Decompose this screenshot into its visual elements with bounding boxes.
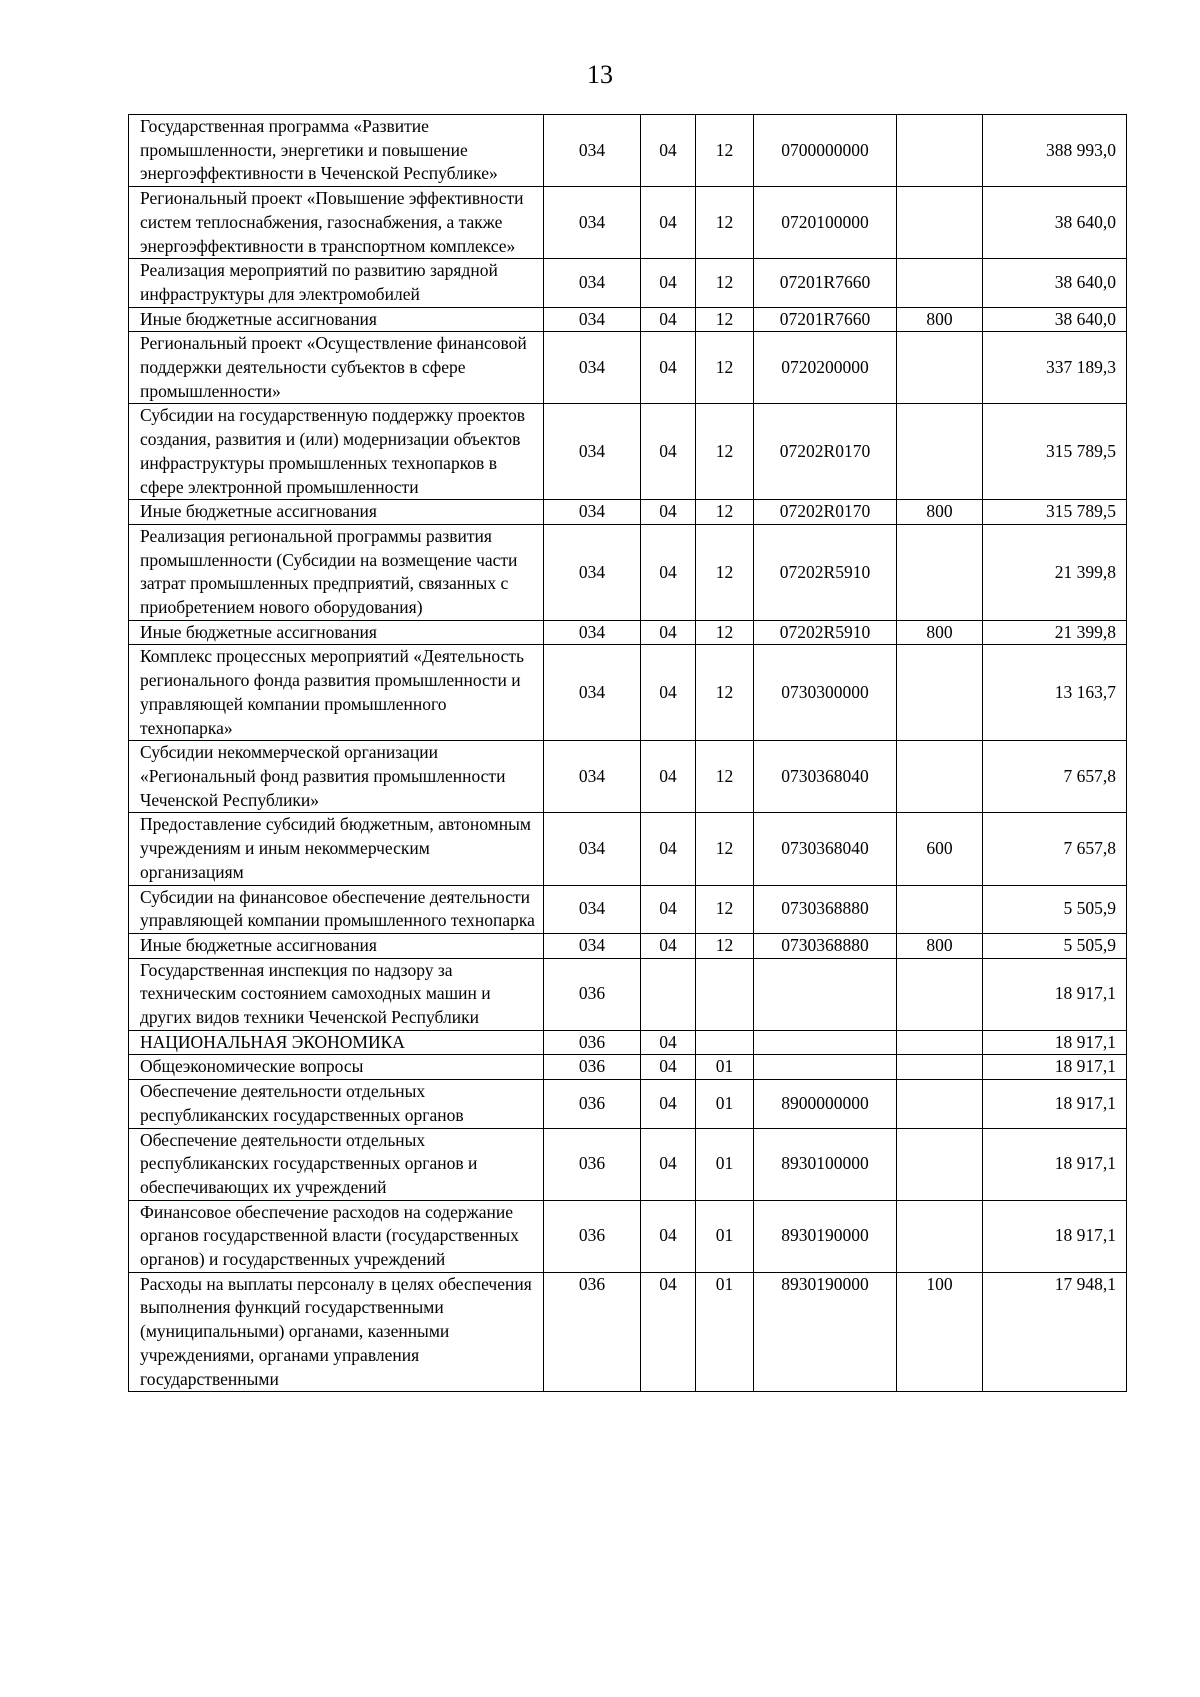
row-expense-type-cell — [897, 958, 983, 1030]
row-name-cell: Расходы на выплаты персоналу в целях обеспечения выполнения функций государственными (муниципальными) органами, казенными учреждениями, органами управления государственными — [129, 1272, 544, 1392]
row-target-article-cell: 07202R0170 — [754, 404, 897, 500]
table-row — [129, 645, 1127, 741]
row-target-article-cell: 0720100000 — [754, 187, 897, 259]
row-section-cell: 04 — [641, 933, 696, 958]
row-ministry-code-cell: 034 — [544, 645, 641, 741]
row-amount-cell: 18 917,1 — [983, 1080, 1127, 1128]
table-row — [129, 933, 1127, 958]
row-name-cell: Государственная программа «Развитие промышленности, энергетики и повышение энергоэффективности в Чеченской Республике» — [129, 115, 544, 187]
row-ministry-code-cell: 034 — [544, 404, 641, 500]
row-subsection-cell: 12 — [696, 259, 754, 307]
row-section-cell: 04 — [641, 524, 696, 620]
row-expense-type-cell — [897, 1055, 983, 1080]
row-section-cell — [641, 958, 696, 1030]
row-amount-cell: 315 789,5 — [983, 404, 1127, 500]
table-row — [129, 620, 1127, 645]
row-target-article-cell: 0720200000 — [754, 332, 897, 404]
row-name-cell: Финансовое обеспечение расходов на содержание органов государственной власти (государственных органов) и государственных учреждений — [129, 1200, 544, 1272]
row-ministry-code-cell: 034 — [544, 259, 641, 307]
row-expense-type-cell — [897, 524, 983, 620]
row-expense-type-cell — [897, 1080, 983, 1128]
row-subsection-cell — [696, 1030, 754, 1055]
row-section-cell: 04 — [641, 1030, 696, 1055]
row-amount-cell: 7 657,8 — [983, 813, 1127, 885]
row-amount-cell: 18 917,1 — [983, 958, 1127, 1030]
row-expense-type-cell: 600 — [897, 813, 983, 885]
row-name-cell: Субсидии на финансовое обеспечение деятельности управляющей компании промышленного технопарка — [129, 885, 544, 933]
row-ministry-code-cell: 036 — [544, 1272, 641, 1392]
row-subsection-cell: 01 — [696, 1055, 754, 1080]
row-amount-cell: 18 917,1 — [983, 1200, 1127, 1272]
table-row — [129, 524, 1127, 620]
row-amount-cell: 18 917,1 — [983, 1030, 1127, 1055]
row-amount-cell: 13 163,7 — [983, 645, 1127, 741]
row-target-article-cell: 0730368880 — [754, 885, 897, 933]
row-target-article-cell: 8930190000 — [754, 1200, 897, 1272]
table-row — [129, 115, 1127, 187]
row-expense-type-cell: 800 — [897, 307, 983, 332]
row-name-cell: Государственная инспекция по надзору за техническим состоянием самоходных машин и других видов техники Чеченской Республики — [129, 958, 544, 1030]
row-subsection-cell: 12 — [696, 115, 754, 187]
row-amount-cell: 21 399,8 — [983, 524, 1127, 620]
row-ministry-code-cell: 034 — [544, 187, 641, 259]
row-section-cell: 04 — [641, 307, 696, 332]
row-expense-type-cell — [897, 741, 983, 813]
row-ministry-code-cell: 036 — [544, 1128, 641, 1200]
row-subsection-cell: 12 — [696, 404, 754, 500]
row-amount-cell: 5 505,9 — [983, 885, 1127, 933]
row-name-cell: Иные бюджетные ассигнования — [129, 933, 544, 958]
row-subsection-cell: 01 — [696, 1080, 754, 1128]
row-subsection-cell: 12 — [696, 332, 754, 404]
table-row — [129, 741, 1127, 813]
row-section-cell: 04 — [641, 645, 696, 741]
row-target-article-cell: 07202R5910 — [754, 524, 897, 620]
row-subsection-cell: 01 — [696, 1128, 754, 1200]
row-expense-type-cell: 800 — [897, 500, 983, 525]
row-ministry-code-cell: 034 — [544, 115, 641, 187]
row-subsection-cell: 01 — [696, 1200, 754, 1272]
row-target-article-cell: 0730368040 — [754, 813, 897, 885]
row-name-cell: Региональный проект «Повышение эффективности систем теплоснабжения, газоснабжения, а также энергоэффективности в транспортном комплексе» — [129, 187, 544, 259]
row-target-article-cell: 0730368880 — [754, 933, 897, 958]
row-name-cell: Иные бюджетные ассигнования — [129, 500, 544, 525]
row-expense-type-cell — [897, 332, 983, 404]
row-target-article-cell: 07201R7660 — [754, 307, 897, 332]
row-ministry-code-cell: 034 — [544, 307, 641, 332]
row-section-cell: 04 — [641, 620, 696, 645]
table-row — [129, 1030, 1127, 1055]
row-target-article-cell — [754, 1055, 897, 1080]
row-subsection-cell: 12 — [696, 933, 754, 958]
row-subsection-cell — [696, 958, 754, 1030]
row-name-cell: Реализация региональной программы развития промышленности (Субсидии на возмещение части затрат промышленных предприятий, связанных с приобретением нового оборудования) — [129, 524, 544, 620]
row-expense-type-cell — [897, 115, 983, 187]
row-target-article-cell: 07202R5910 — [754, 620, 897, 645]
row-subsection-cell: 12 — [696, 741, 754, 813]
row-target-article-cell — [754, 958, 897, 1030]
page-number: 13 — [587, 60, 613, 89]
row-ministry-code-cell: 034 — [544, 933, 641, 958]
row-ministry-code-cell: 034 — [544, 741, 641, 813]
row-amount-cell: 18 917,1 — [983, 1128, 1127, 1200]
row-name-cell: Иные бюджетные ассигнования — [129, 620, 544, 645]
row-expense-type-cell — [897, 1030, 983, 1055]
row-section-cell: 04 — [641, 115, 696, 187]
table-row — [129, 1200, 1127, 1272]
row-amount-cell: 38 640,0 — [983, 259, 1127, 307]
row-subsection-cell: 01 — [696, 1272, 754, 1392]
table-row — [129, 958, 1127, 1030]
row-amount-cell: 17 948,1 — [983, 1272, 1127, 1392]
row-amount-cell: 337 189,3 — [983, 332, 1127, 404]
row-ministry-code-cell: 034 — [544, 524, 641, 620]
row-name-cell: Иные бюджетные ассигнования — [129, 307, 544, 332]
row-expense-type-cell — [897, 187, 983, 259]
row-name-cell: НАЦИОНАЛЬНАЯ ЭКОНОМИКА — [129, 1030, 544, 1055]
row-expense-type-cell: 800 — [897, 933, 983, 958]
row-ministry-code-cell: 036 — [544, 1055, 641, 1080]
row-subsection-cell: 12 — [696, 307, 754, 332]
table-row — [129, 332, 1127, 404]
row-amount-cell: 21 399,8 — [983, 620, 1127, 645]
row-section-cell: 04 — [641, 885, 696, 933]
table-row — [129, 813, 1127, 885]
row-target-article-cell: 8900000000 — [754, 1080, 897, 1128]
row-ministry-code-cell: 034 — [544, 332, 641, 404]
row-ministry-code-cell: 036 — [544, 1200, 641, 1272]
row-target-article-cell: 07202R0170 — [754, 500, 897, 525]
row-name-cell: Региональный проект «Осуществление финансовой поддержки деятельности субъектов в сфере промышленности» — [129, 332, 544, 404]
row-amount-cell: 315 789,5 — [983, 500, 1127, 525]
row-subsection-cell: 12 — [696, 813, 754, 885]
row-amount-cell: 38 640,0 — [983, 307, 1127, 332]
row-name-cell: Обеспечение деятельности отдельных республиканских государственных органов и обеспечивающих их учреждений — [129, 1128, 544, 1200]
table-row — [129, 187, 1127, 259]
row-section-cell: 04 — [641, 500, 696, 525]
row-amount-cell: 38 640,0 — [983, 187, 1127, 259]
table-row — [129, 307, 1127, 332]
row-name-cell: Реализация мероприятий по развитию зарядной инфраструктуры для электромобилей — [129, 259, 544, 307]
row-target-article-cell — [754, 1030, 897, 1055]
row-name-cell: Общеэкономические вопросы — [129, 1055, 544, 1080]
table-row — [129, 885, 1127, 933]
row-target-article-cell: 0730300000 — [754, 645, 897, 741]
row-expense-type-cell — [897, 885, 983, 933]
row-target-article-cell: 8930100000 — [754, 1128, 897, 1200]
row-subsection-cell: 12 — [696, 187, 754, 259]
row-expense-type-cell — [897, 1128, 983, 1200]
row-ministry-code-cell: 034 — [544, 500, 641, 525]
row-target-article-cell: 0700000000 — [754, 115, 897, 187]
row-ministry-code-cell: 034 — [544, 620, 641, 645]
row-name-cell: Субсидии некоммерческой организации «Региональный фонд развития промышленности Чеченской Республики» — [129, 741, 544, 813]
table-row — [129, 1128, 1127, 1200]
row-expense-type-cell — [897, 1200, 983, 1272]
table-row — [129, 404, 1127, 500]
row-section-cell: 04 — [641, 1080, 696, 1128]
row-expense-type-cell — [897, 259, 983, 307]
row-name-cell: Предоставление субсидий бюджетным, автономным учреждениям и иным некоммерческим организациям — [129, 813, 544, 885]
row-section-cell: 04 — [641, 332, 696, 404]
row-amount-cell: 18 917,1 — [983, 1055, 1127, 1080]
row-section-cell: 04 — [641, 813, 696, 885]
row-name-cell: Комплекс процессных мероприятий «Деятельность регионального фонда развития промышленности и управляющей компании промышленного технопарка» — [129, 645, 544, 741]
row-subsection-cell: 12 — [696, 885, 754, 933]
row-ministry-code-cell: 036 — [544, 958, 641, 1030]
row-ministry-code-cell: 034 — [544, 885, 641, 933]
row-section-cell: 04 — [641, 404, 696, 500]
row-section-cell: 04 — [641, 1055, 696, 1080]
row-section-cell: 04 — [641, 259, 696, 307]
row-amount-cell: 5 505,9 — [983, 933, 1127, 958]
budget-table — [128, 114, 1127, 1392]
row-ministry-code-cell: 034 — [544, 813, 641, 885]
row-expense-type-cell — [897, 404, 983, 500]
row-expense-type-cell: 100 — [897, 1272, 983, 1392]
row-subsection-cell: 12 — [696, 524, 754, 620]
table-row — [129, 1055, 1127, 1080]
row-amount-cell: 7 657,8 — [983, 741, 1127, 813]
row-section-cell: 04 — [641, 1200, 696, 1272]
budget-table-body — [129, 115, 1127, 1392]
row-name-cell: Обеспечение деятельности отдельных республиканских государственных органов — [129, 1080, 544, 1128]
row-subsection-cell: 12 — [696, 620, 754, 645]
table-row — [129, 500, 1127, 525]
row-ministry-code-cell: 036 — [544, 1080, 641, 1128]
row-amount-cell: 388 993,0 — [983, 115, 1127, 187]
row-target-article-cell: 07201R7660 — [754, 259, 897, 307]
row-section-cell: 04 — [641, 1128, 696, 1200]
table-row — [129, 1080, 1127, 1128]
table-row — [129, 259, 1127, 307]
row-section-cell: 04 — [641, 741, 696, 813]
row-name-cell: Субсидии на государственную поддержку проектов создания, развития и (или) модернизации объектов инфраструктуры промышленных технопарков в сфере электронной промышленности — [129, 404, 544, 500]
row-target-article-cell: 8930190000 — [754, 1272, 897, 1392]
row-expense-type-cell: 800 — [897, 620, 983, 645]
row-target-article-cell: 0730368040 — [754, 741, 897, 813]
table-row — [129, 1272, 1127, 1392]
row-section-cell: 04 — [641, 187, 696, 259]
row-expense-type-cell — [897, 645, 983, 741]
row-subsection-cell: 12 — [696, 500, 754, 525]
row-subsection-cell: 12 — [696, 645, 754, 741]
row-ministry-code-cell: 036 — [544, 1030, 641, 1055]
row-section-cell: 04 — [641, 1272, 696, 1392]
